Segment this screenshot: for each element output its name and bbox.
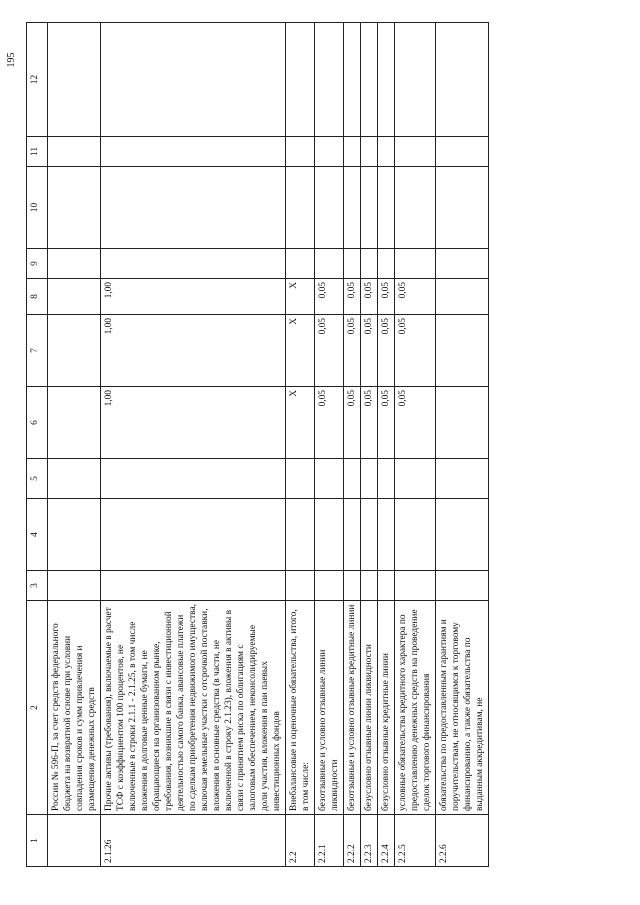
value-cell-col-7: [436, 315, 489, 387]
table-body: [48, 23, 489, 867]
row-code: 2.2.4: [378, 815, 395, 867]
value-cell-col-12: [395, 23, 436, 137]
column-number-row: [27, 23, 48, 867]
value-cell-col-4: [395, 499, 436, 571]
value-cell-col-6: [436, 387, 489, 459]
value-cell-col-12: [436, 23, 489, 137]
col-header: 7: [27, 315, 48, 387]
value-cell-col-6: 0,05: [361, 387, 378, 459]
value-cell-col-6: 0,05: [378, 387, 395, 459]
value-cell-col-10: [395, 167, 436, 249]
row-description: безотзывные и условно отзывные линии ликвидности: [315, 601, 344, 815]
row-code: 2.2.1: [315, 815, 344, 867]
liquidity-table: [26, 22, 489, 867]
value-cell-col-5: [361, 459, 378, 499]
value-cell-col-4: [344, 499, 361, 571]
col-header: 11: [27, 137, 48, 167]
value-cell-col-11: [286, 137, 315, 167]
value-cell-col-3: [395, 571, 436, 601]
col-header: 1: [27, 815, 48, 867]
value-cell-col-3: [344, 571, 361, 601]
row-description: обязательства по предоставленным гарантиям и поручительствам, не относящимся к торговому финансированию, а также обязательства по выданным аккредитивам, не: [436, 601, 489, 815]
value-cell-col-10: [286, 167, 315, 249]
value-cell-col-5: [395, 459, 436, 499]
value-cell-col-12: [315, 23, 344, 137]
page-number: 195: [6, 52, 17, 68]
value-cell-col-4: [101, 499, 286, 571]
value-cell-col-10: [101, 167, 286, 249]
value-cell-col-6: X: [286, 387, 315, 459]
value-cell-col-5: [378, 459, 395, 499]
value-cell-col-3: [315, 571, 344, 601]
value-cell-col-7: 0,05: [378, 315, 395, 387]
col-header: 12: [27, 23, 48, 137]
row-description: России № 596-П, за счет средств федерального бюджета на возвратной основе при условии совпадения сроков и сумм привлечения и размещения денежных средств: [48, 601, 101, 815]
value-cell-col-7: X: [286, 315, 315, 387]
row-code: [48, 815, 101, 867]
table-row: [361, 23, 378, 867]
value-cell-col-8: 0,05: [361, 279, 378, 315]
value-cell-col-9: [48, 249, 101, 279]
table-row: [286, 23, 315, 867]
row-code: 2.2.5: [395, 815, 436, 867]
col-header: 3: [27, 571, 48, 601]
value-cell-col-4: [378, 499, 395, 571]
value-cell-col-12: [286, 23, 315, 137]
value-cell-col-4: [48, 499, 101, 571]
row-code: 2.2.3: [361, 815, 378, 867]
value-cell-col-6: [48, 387, 101, 459]
value-cell-col-8: 0,05: [395, 279, 436, 315]
value-cell-col-6: 0,05: [344, 387, 361, 459]
row-description: Внебалансовые и оценочные обязательства, итого, в том числе:: [286, 601, 315, 815]
value-cell-col-4: [361, 499, 378, 571]
col-header: 10: [27, 167, 48, 249]
col-header: 8: [27, 279, 48, 315]
value-cell-col-8: [436, 279, 489, 315]
value-cell-col-8: 1,00: [101, 279, 286, 315]
value-cell-col-5: [101, 459, 286, 499]
value-cell-col-3: [286, 571, 315, 601]
table-row: [315, 23, 344, 867]
col-header: 6: [27, 387, 48, 459]
value-cell-col-5: [286, 459, 315, 499]
table-row: [48, 23, 101, 867]
value-cell-col-12: [101, 23, 286, 137]
value-cell-col-10: [436, 167, 489, 249]
table-row: [344, 23, 361, 867]
value-cell-col-9: [101, 249, 286, 279]
value-cell-col-11: [315, 137, 344, 167]
value-cell-col-9: [315, 249, 344, 279]
table-row: [101, 23, 286, 867]
value-cell-col-10: [344, 167, 361, 249]
row-code: 2.2.2: [344, 815, 361, 867]
row-description: Прочие активы (требования), включаемые в расчет ТСФ с коэффициентом 100 процентов, не включенные в строки 2.1.1 - 2.1.25, в том числе вложения в долговые ценные бумаги, не обращающиеся на организованном рынке, требования, возникшие в связи с инвестиционной деятельностью самого банка, авансовые платежи по сделкам приобретения недвижимого имущества, включая земельные участки с отсрочкой поставки, вложения в основные средства (в части, не включенной в строку 2.1.23), вложения в активы в связи с принятием риска по облигациям с залоговым обеспечением, неконсолидируемые доли участия, вложения в паи паевых инвестиционных фондов: [101, 601, 286, 815]
value-cell-col-11: [395, 137, 436, 167]
value-cell-col-4: [436, 499, 489, 571]
table-row: [436, 23, 489, 867]
row-code: 2.2: [286, 815, 315, 867]
value-cell-col-7: 1,00: [101, 315, 286, 387]
value-cell-col-12: [361, 23, 378, 137]
value-cell-col-8: 0,05: [378, 279, 395, 315]
value-cell-col-11: [361, 137, 378, 167]
value-cell-col-6: 0,05: [315, 387, 344, 459]
value-cell-col-7: 0,05: [344, 315, 361, 387]
value-cell-col-3: [378, 571, 395, 601]
value-cell-col-12: [344, 23, 361, 137]
col-header: 9: [27, 249, 48, 279]
value-cell-col-10: [315, 167, 344, 249]
value-cell-col-3: [436, 571, 489, 601]
value-cell-col-10: [378, 167, 395, 249]
row-code: 2.1.26: [101, 815, 286, 867]
value-cell-col-5: [344, 459, 361, 499]
table-row: [378, 23, 395, 867]
value-cell-col-11: [436, 137, 489, 167]
value-cell-col-6: 0,05: [395, 387, 436, 459]
value-cell-col-11: [48, 137, 101, 167]
col-header: 5: [27, 459, 48, 499]
value-cell-col-9: [436, 249, 489, 279]
value-cell-col-4: [286, 499, 315, 571]
value-cell-col-11: [378, 137, 395, 167]
value-cell-col-8: 0,05: [315, 279, 344, 315]
col-header: 4: [27, 499, 48, 571]
value-cell-col-8: [48, 279, 101, 315]
value-cell-col-11: [101, 137, 286, 167]
value-cell-col-8: X: [286, 279, 315, 315]
value-cell-col-10: [48, 167, 101, 249]
value-cell-col-7: 0,05: [315, 315, 344, 387]
value-cell-col-6: 1,00: [101, 387, 286, 459]
value-cell-col-11: [344, 137, 361, 167]
value-cell-col-5: [48, 459, 101, 499]
col-header: 2: [27, 601, 48, 815]
value-cell-col-7: 0,05: [395, 315, 436, 387]
row-code: 2.2.6: [436, 815, 489, 867]
value-cell-col-9: [395, 249, 436, 279]
value-cell-col-9: [378, 249, 395, 279]
value-cell-col-9: [286, 249, 315, 279]
value-cell-col-3: [101, 571, 286, 601]
value-cell-col-12: [48, 23, 101, 137]
row-description: безусловно отзывные кредитные линии: [378, 601, 395, 815]
value-cell-col-8: 0,05: [344, 279, 361, 315]
value-cell-col-12: [378, 23, 395, 137]
value-cell-col-9: [361, 249, 378, 279]
value-cell-col-10: [361, 167, 378, 249]
table-row: [395, 23, 436, 867]
row-description: безотзывные и условно отзывные кредитные линии: [344, 601, 361, 815]
row-description: условные обязательства кредитного характера по предоставлению денежных средств на проведение сделок торгового финансирования: [395, 601, 436, 815]
value-cell-col-3: [48, 571, 101, 601]
value-cell-col-9: [344, 249, 361, 279]
value-cell-col-7: [48, 315, 101, 387]
value-cell-col-5: [315, 459, 344, 499]
value-cell-col-7: 0,05: [361, 315, 378, 387]
value-cell-col-3: [361, 571, 378, 601]
value-cell-col-4: [315, 499, 344, 571]
row-description: безусловно отзывные линии ликвидности: [361, 601, 378, 815]
value-cell-col-5: [436, 459, 489, 499]
